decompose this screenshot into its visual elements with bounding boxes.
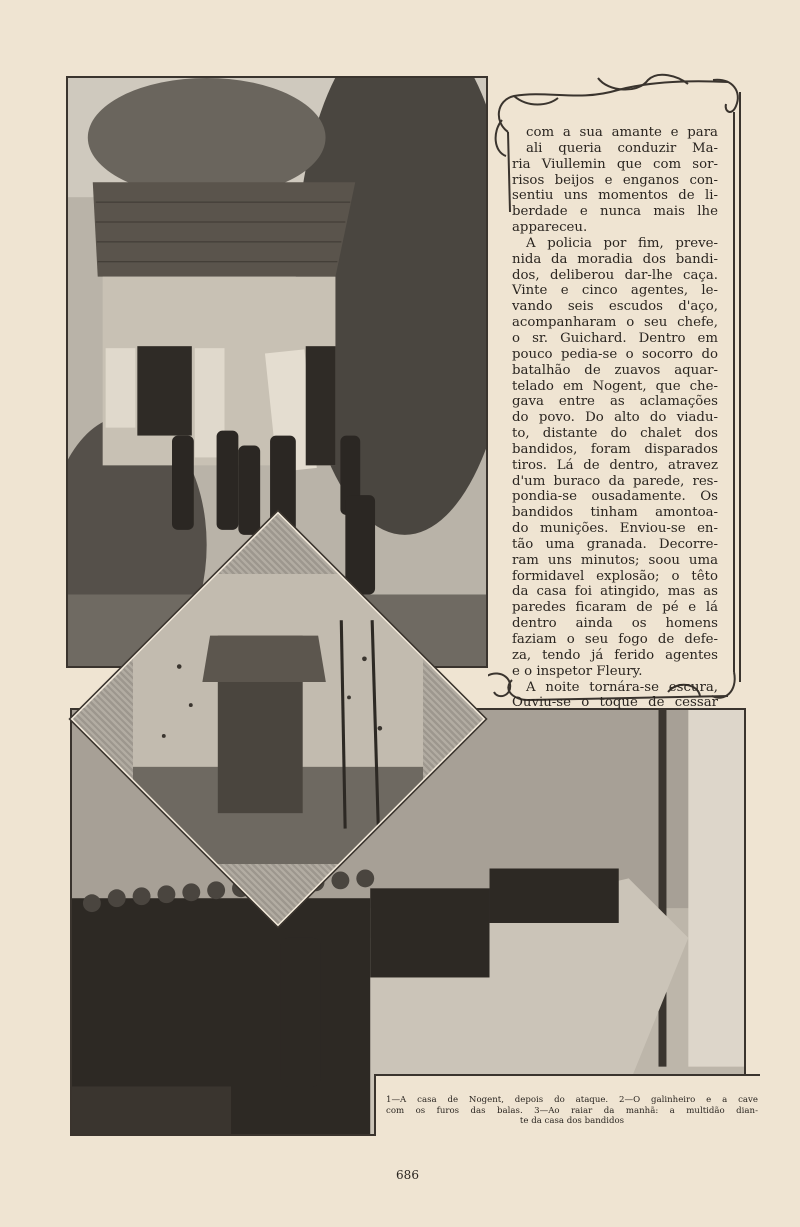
article-line: sentiu uns momentos de li- xyxy=(512,188,718,204)
caption-line: te da casa dos bandidos xyxy=(519,1116,625,1126)
caption-line: 1—A casa de Nogent, depois do ataque. 2—O galinheiro e a cave xyxy=(386,1095,758,1105)
article-line: bandidos, foram disparados xyxy=(512,441,718,457)
article-line: to, distante do chalet dos xyxy=(512,426,718,442)
article-line: acompanharam o seu chefe, xyxy=(512,315,718,331)
article-line: A policia por fim, preve- xyxy=(526,235,718,251)
page-number: 686 xyxy=(396,1168,419,1182)
article-line: o sr. Guichard. Dentro em xyxy=(512,330,718,346)
article-line: faziam o seu fogo de defe- xyxy=(512,632,718,647)
article-line: ram uns minutos; soou uma xyxy=(512,552,718,568)
article-line: batalhão de zuavos aquar- xyxy=(512,362,718,378)
article-line: com a sua amante e para xyxy=(526,125,718,140)
article-line: nida da moradia dos bandi- xyxy=(512,251,718,267)
henhouse-illustration xyxy=(133,574,423,864)
article-line: pondia-se ousadamente. Os xyxy=(512,489,718,505)
article-line: d'um buraco da parede, res- xyxy=(512,473,718,489)
article-line: A noite tornára-se escura, xyxy=(526,679,718,695)
article-line: do povo. Do alto do viadu- xyxy=(512,410,718,426)
article-line: da casa foi atingido, mas as xyxy=(512,584,718,600)
article-line: do munições. Enviou-se en- xyxy=(512,521,718,537)
article-line: berdade e nunca mais lhe xyxy=(512,204,718,220)
article-line: tiros. Lá de dentro, atravez xyxy=(512,457,718,473)
article-line: dos, deliberou dar-lhe caça. xyxy=(512,267,718,283)
article-line: za, tendo já ferido agentes xyxy=(512,647,718,663)
article-line: Ouviu-se o toque de cessar xyxy=(512,695,718,711)
article-line: gava entre as aclamações xyxy=(512,394,718,410)
article-line: dentro ainda os homens xyxy=(512,616,718,632)
article-line: pouco pedia-se o socorro do xyxy=(512,346,718,362)
article-line: telado em Nogent, que che- xyxy=(512,378,718,394)
article-line: paredes ficaram de pé e lá xyxy=(512,600,718,616)
article-line: formidavel explosão; o têto xyxy=(512,568,718,584)
article-line: risos beijos e enganos con- xyxy=(512,172,718,188)
photo-caption xyxy=(386,1095,758,1127)
article-line: ali queria conduzir Ma- xyxy=(526,140,718,156)
article-line: ria Viullemin que com sor- xyxy=(512,156,718,172)
article-line: appareceu. xyxy=(512,220,588,236)
article-line: Vinte e cinco agentes, le- xyxy=(512,283,718,299)
article-line: bandidos tinham amontoa- xyxy=(512,505,718,521)
article-line: vando seis escudos d'aço, xyxy=(512,299,718,315)
article-line: tão uma granada. Decorre- xyxy=(512,536,718,552)
caption-line: com os furos das balas. 3—Ao raiar da manhã: a multidão dian- xyxy=(386,1105,758,1116)
article-text xyxy=(512,125,718,711)
article-line: e o inspetor Fleury. xyxy=(512,663,643,679)
